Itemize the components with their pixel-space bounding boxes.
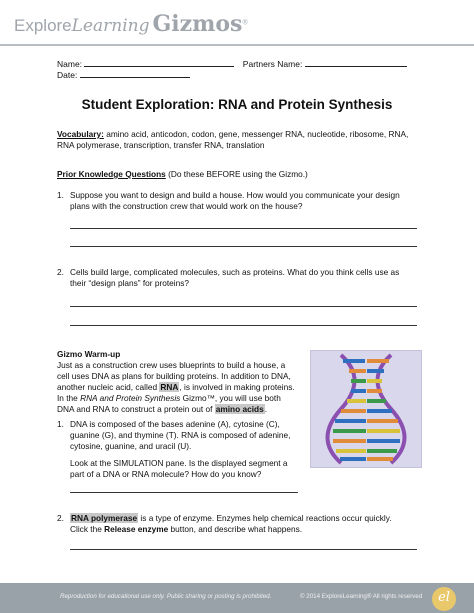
prior-question-2-line-2: their “design plans” for proteins? <box>70 278 189 288</box>
brand-word-explore: Explore <box>14 16 72 35</box>
warmup-intro-line-3b: , is involved in making proteins. <box>179 382 295 392</box>
date-field-row <box>57 69 190 80</box>
brand-logo <box>14 11 248 37</box>
highlight-rna: RNA <box>160 382 179 392</box>
warmup-question-2-line-2a: Click the <box>70 524 105 534</box>
vocabulary-label: Vocabulary: <box>57 129 104 139</box>
warmup-question-1-line-2: guanine (G), and thymine (T). RNA is composed of adenine, <box>70 430 291 440</box>
brand-mark: ® <box>242 19 248 27</box>
brand-word-learning: Learning <box>71 16 150 36</box>
answer-line[interactable] <box>70 246 417 247</box>
release-enzyme-reference: Release enzyme <box>104 524 169 534</box>
warmup-question-1-line-1: DNA is composed of the bases adenine (A), cytosine (C), <box>70 419 280 429</box>
warmup-heading: Gizmo Warm-up <box>57 349 121 359</box>
dna-ladder-graphic <box>311 351 421 467</box>
question-number: 2. <box>57 267 64 277</box>
page-footer <box>0 583 474 613</box>
vocabulary <box>57 129 437 151</box>
gizmo-name: RNA and Protein Synthesis <box>80 393 181 403</box>
prior-question-2-line-1: Cells build large, complicated molecules, such as proteins. What do you think cells use as <box>70 267 400 277</box>
warmup-intro-line-5a: DNA and RNA to construct a protein out of <box>57 404 215 414</box>
warmup-intro-line-1: Just as a construction crew uses blueprints to build a house, a <box>57 360 286 370</box>
warmup-question-1-line-4: Look at the SIMULATION pane. Is the displayed segment a <box>70 458 288 468</box>
warmup-question-2-line-2b: button, and describe what happens. <box>168 524 303 534</box>
question-number: 1. <box>57 419 64 429</box>
warmup-question-2-line-1: is a type of enzyme. Enzymes help chemical reactions occur quickly. <box>138 513 392 523</box>
warmup-question-1-prompt <box>70 458 305 480</box>
date-blank[interactable] <box>80 69 190 78</box>
vocabulary-line-2: RNA polymerase, transcription, transfer RNA, translation <box>57 140 265 150</box>
partners-blank[interactable] <box>305 58 407 67</box>
prior-question-1-line-2: plans with the construction crew that would work on the house? <box>70 201 303 211</box>
name-label: Name: <box>57 59 83 69</box>
warmup-question-2 <box>70 513 430 535</box>
answer-line[interactable] <box>70 549 417 550</box>
name-field-row <box>57 58 407 69</box>
warmup-intro-line-4b: Gizmo™, you will use both <box>180 393 281 403</box>
warmup-intro-line-5b: . <box>264 404 268 414</box>
warmup-intro-line-4a: In the <box>57 393 81 403</box>
warmup-question-1-line-5: part of a DNA or RNA molecule? How do you know? <box>70 469 262 479</box>
base-pairs <box>333 359 400 461</box>
answer-line[interactable] <box>70 492 298 493</box>
prior-knowledge-note: (Do these BEFORE using the Gizmo.) <box>168 169 308 179</box>
vocabulary-line-1: amino acid, anticodon, codon, gene, messenger RNA, nucleotide, ribosome, RNA, <box>106 129 409 139</box>
name-blank[interactable] <box>84 58 234 67</box>
warmup-question-1-line-3: cytosine, guanine, and uracil (U). <box>70 441 192 451</box>
brand-header <box>0 0 474 46</box>
question-number: 1. <box>57 190 64 200</box>
partners-label: Partners Name: <box>242 59 303 69</box>
footer-reproduction-note: Reproduction for educational use only. Public sharing or posting is prohibited. <box>60 593 272 600</box>
warmup-intro-line-2: cell uses DNA as plans for building proteins. In addition to DNA, <box>57 371 291 381</box>
page-title: Student Exploration: RNA and Protein Synthesis <box>81 97 393 112</box>
date-label: Date: <box>57 70 78 80</box>
prior-knowledge-heading-row <box>57 169 437 180</box>
warmup-intro <box>57 360 307 415</box>
question-number: 2. <box>57 513 64 523</box>
answer-line[interactable] <box>70 325 417 326</box>
answer-line[interactable] <box>70 228 417 229</box>
prior-question-1 <box>70 190 430 212</box>
prior-knowledge-heading: Prior Knowledge Questions <box>57 169 166 179</box>
explorelearning-logo-icon: el <box>432 587 456 611</box>
prior-question-2 <box>70 267 430 289</box>
dna-simulation-image <box>310 350 422 468</box>
brand-word-gizmos: Gizmos <box>152 11 243 37</box>
highlight-amino-acids: amino acids <box>215 404 264 414</box>
warmup-intro-line-3a: another nucleic acid, called <box>57 382 160 392</box>
footer-copyright: © 2014 ExploreLearning® All rights reserved <box>300 593 423 600</box>
highlight-rna-polymerase: RNA polymerase <box>71 513 138 523</box>
warmup-question-1 <box>70 419 305 452</box>
answer-line[interactable] <box>70 306 417 307</box>
prior-question-1-line-1: Suppose you want to design and build a house. How would you communicate your design <box>70 190 400 200</box>
